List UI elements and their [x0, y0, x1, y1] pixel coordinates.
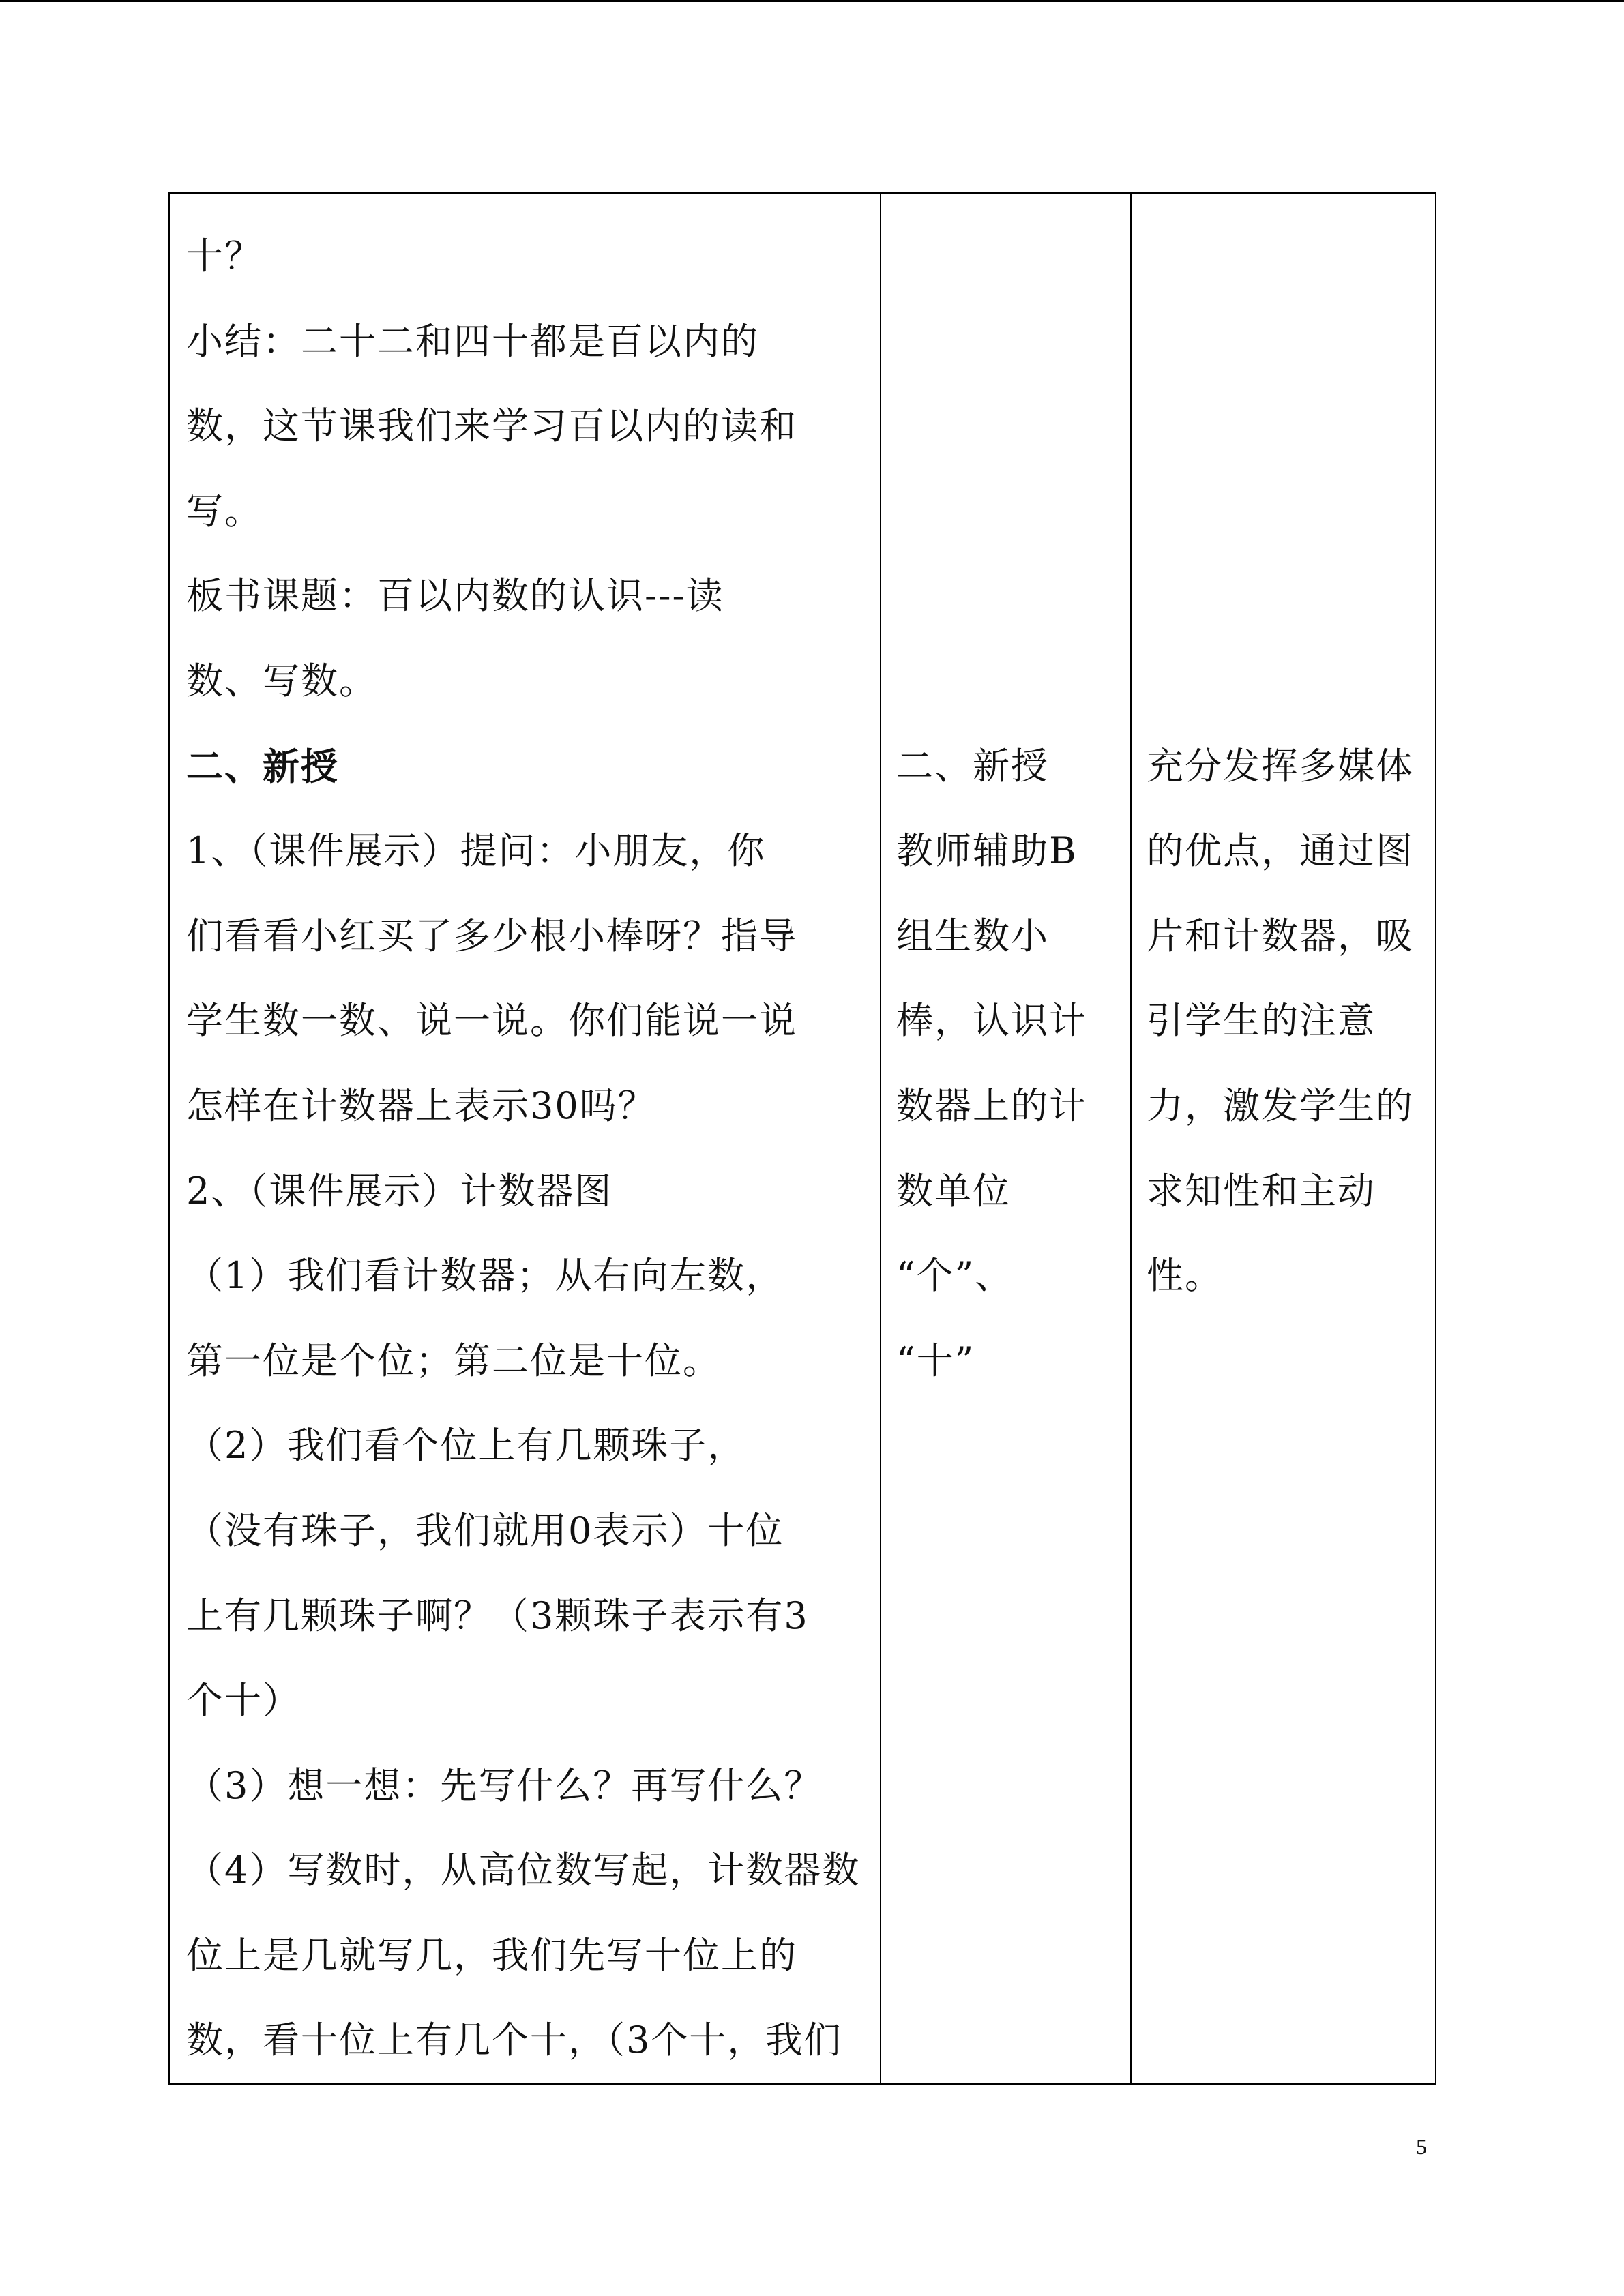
table-row — [169, 193, 1436, 2084]
text-line: 位上是几就写几，我们先写十位上的 — [186, 1933, 797, 1977]
text-line: 学生数一数、说一说。你们能说一说 — [186, 999, 797, 1043]
text-line: 数单位 — [896, 1169, 1011, 1212]
text-line: 2、（课件展示）计数器图 — [186, 1169, 613, 1212]
text-line: 二、新授 — [186, 744, 339, 788]
lesson-plan-table — [168, 192, 1436, 2085]
text-line: 1、（课件展示）提问：小朋友，你 — [186, 829, 766, 873]
text-line: 充分发挥多媒体 — [1147, 744, 1414, 788]
text-line: 教师辅助B — [896, 829, 1078, 873]
text-line: 第一位是个位；第二位是十位。 — [186, 1339, 721, 1382]
text-line: 数器上的计 — [896, 1084, 1087, 1127]
text-line: 数，看十位上有几个十，（3个十，我们 — [186, 2018, 842, 2062]
teaching-process-text — [170, 194, 880, 2083]
text-line: 求知性和主动 — [1147, 1169, 1376, 1212]
text-line: 小结：二十二和四十都是百以内的 — [186, 319, 759, 363]
page-number: 5 — [1416, 2134, 1427, 2159]
text-line: 力，激发学生的 — [1147, 1084, 1414, 1127]
text-line: 的优点，通过图 — [1147, 829, 1414, 873]
text-line: 片和计数器，吸 — [1147, 914, 1414, 957]
text-line: 引学生的注意 — [1147, 999, 1376, 1043]
text-line: 怎样在计数器上表示30吗？ — [186, 1084, 656, 1127]
blank-space — [896, 214, 1125, 724]
text-line: 组生数小 — [896, 914, 1049, 957]
blank-space — [1147, 214, 1430, 724]
text-line: （3）想一想：先写什么？再写什么？ — [186, 1763, 823, 1807]
text-line: 二、新授 — [896, 744, 1049, 788]
text-line: 写。 — [186, 489, 263, 533]
design-intent-cell — [1131, 193, 1436, 2084]
text-line: （2）我们看个位上有几颗珠子， — [186, 1424, 746, 1467]
student-activity-cell — [881, 193, 1131, 2084]
text-line: “个”、 — [896, 1254, 1014, 1298]
text-line: 数，这节课我们来学习百以内的读和 — [186, 404, 797, 448]
teaching-process-cell — [169, 193, 881, 2084]
design-intent-text — [1132, 194, 1435, 1319]
text-line: 个十） — [186, 1679, 301, 1723]
text-line: 十？ — [186, 235, 263, 278]
text-line: 们看看小红买了多少根小棒呀？指导 — [186, 914, 797, 957]
text-line: 上有几颗珠子啊？（3颗珠子表示有3 — [186, 1594, 809, 1637]
text-line: “十” — [896, 1339, 975, 1382]
text-line: （4）写数时，从高位数写起，计数器数 — [186, 1849, 861, 1892]
student-activity-text — [881, 194, 1130, 1403]
text-line: 性。 — [1147, 1254, 1223, 1298]
text-line: 板书课题：百以内数的认识---读 — [186, 574, 724, 618]
text-line: （没有珠子，我们就用0表示）十位 — [186, 1508, 784, 1552]
text-line: 棒，认识计 — [896, 999, 1087, 1043]
text-line: （1）我们看计数器；从右向左数， — [186, 1254, 784, 1298]
top-border-rule — [0, 0, 1624, 2]
text-line: 数、写数。 — [186, 659, 377, 702]
